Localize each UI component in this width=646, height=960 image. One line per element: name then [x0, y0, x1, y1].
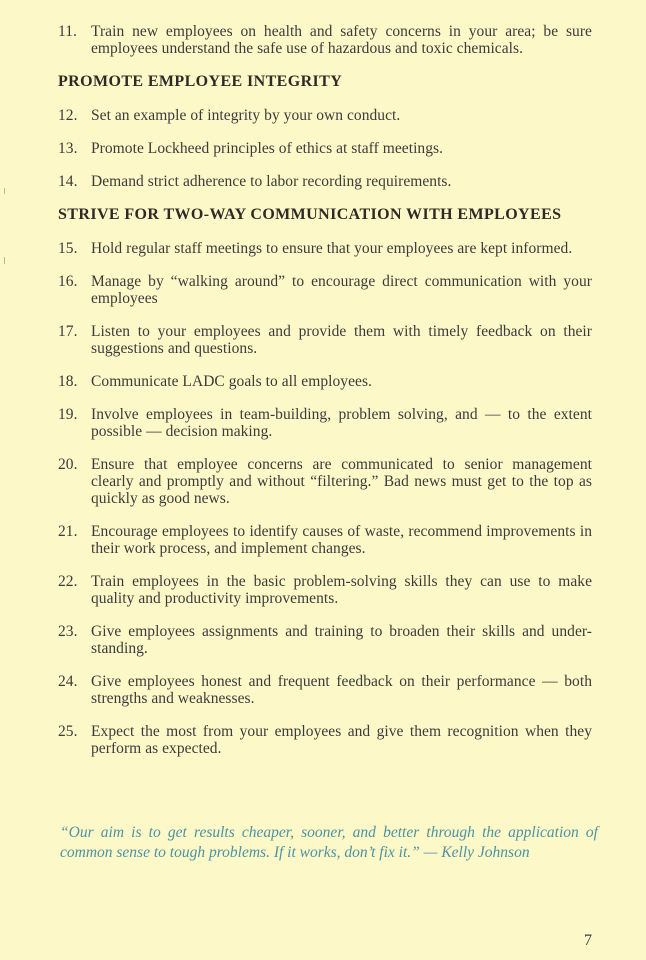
list-item — [58, 323, 592, 357]
margin-scan-mark — [4, 188, 5, 194]
item-text: Demand strict adherence to labor recording requirements. — [91, 173, 452, 190]
section-heading: STRIVE FOR TWO-WAY COMMUNICATION WITH EMPLOYEES — [58, 206, 562, 223]
item-number: 19. — [58, 406, 78, 423]
item-number: 25. — [58, 723, 78, 740]
item-text: Train employees in the basic problem-solving skills they can use to make quality and productivity improvements. — [91, 573, 592, 607]
item-number: 13. — [58, 140, 78, 157]
item-text: Listen to your employees and provide them with timely feedback on their suggestions and questions. — [91, 323, 592, 357]
item-number: 15. — [58, 240, 78, 257]
item-text: Manage by “walking around” to encourage direct communication with your employees — [91, 273, 592, 307]
list-item — [58, 107, 592, 124]
list-item — [58, 623, 592, 657]
item-text: Expect the most from your employees and give them recognition when they perform as expected. — [91, 723, 592, 757]
item-number: 24. — [58, 673, 78, 690]
list-item — [58, 456, 592, 507]
item-number: 22. — [58, 573, 78, 590]
list-item — [58, 173, 592, 190]
item-number: 17. — [58, 323, 78, 340]
item-text: Ensure that employee concerns are communicated to senior management clearly and promptly and without “filtering.” Bad news must get to the top as quickly as good news. — [91, 456, 592, 507]
item-number: 16. — [58, 273, 78, 290]
item-number: 14. — [58, 173, 78, 190]
list-item — [58, 723, 592, 757]
section-communication — [58, 206, 592, 757]
item-text: Involve employees in team-building, problem solving, and — to the extent possible — decision making. — [91, 406, 592, 440]
list-item — [58, 523, 592, 557]
list-item — [58, 240, 592, 257]
list-item — [58, 573, 592, 607]
item-number: 18. — [58, 373, 78, 390]
item-text: Communicate LADC goals to all employees. — [91, 373, 372, 390]
kelly-johnson-quote: “Our aim is to get results cheaper, sooner, and better through the application of common sense to tough problems. If it works, don’t fix it.” — Kelly Johnson — [60, 824, 598, 861]
margin-scan-mark — [4, 257, 5, 264]
item-text: Set an example of integrity by your own conduct. — [91, 107, 401, 124]
item-number: 23. — [58, 623, 78, 640]
list-item — [58, 23, 592, 57]
item-number: 12. — [58, 107, 78, 124]
list-item — [58, 140, 592, 157]
item-number: 20. — [58, 456, 78, 473]
item-number: 21. — [58, 523, 78, 540]
item-text: Hold regular staff meetings to ensure that your employees are kept informed. — [91, 240, 573, 257]
list-item — [58, 373, 592, 390]
list-item — [58, 273, 592, 307]
item-text: Give employees honest and frequent feedback on their performance — both strengths and weaknesses. — [91, 673, 592, 707]
item-text: Train new employees on health and safety concerns in your area; be sure employees understand the safe use of hazardous and toxic chemicals. — [91, 23, 592, 57]
section-heading: PROMOTE EMPLOYEE INTEGRITY — [58, 73, 343, 90]
item-text: Promote Lockheed principles of ethics at staff meetings. — [91, 140, 444, 157]
list-item — [58, 673, 592, 707]
item-number: 11. — [58, 23, 77, 40]
list-item — [58, 406, 592, 440]
item-text: Give employees assignments and training to broaden their skills and under-standing. — [91, 623, 592, 657]
item-text: Encourage employees to identify causes of waste, recommend improvements in their work process, and implement changes. — [91, 523, 592, 557]
section-integrity — [58, 73, 592, 190]
section-continued — [58, 23, 592, 57]
page-number: 7 — [584, 932, 592, 949]
